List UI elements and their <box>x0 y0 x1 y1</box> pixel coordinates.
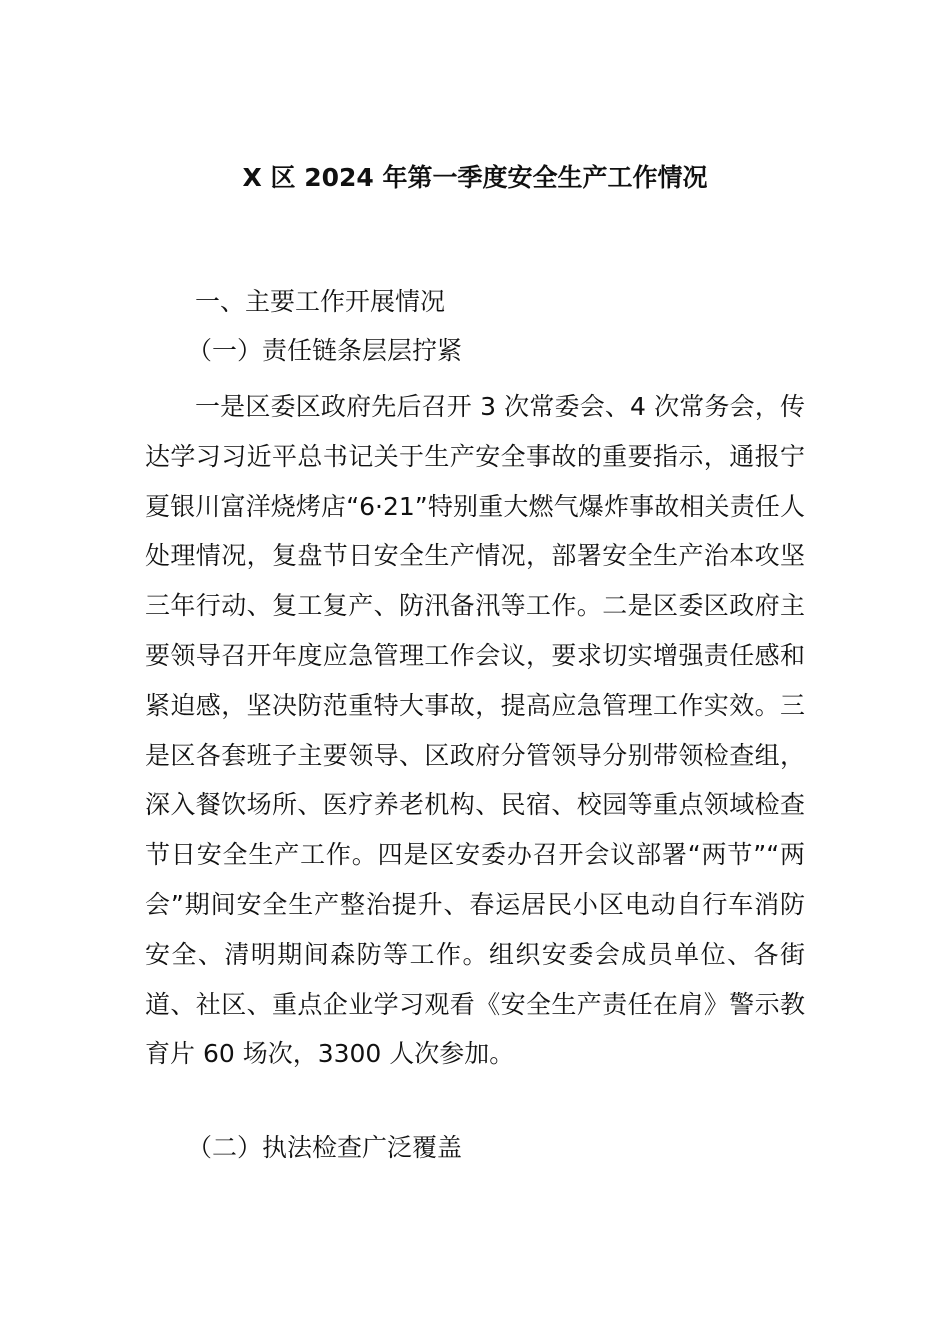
section-heading-main-work: 一、主要工作开展情况 <box>195 287 446 316</box>
document-title: X 区 2024 年第一季度安全生产工作情况 <box>242 163 708 192</box>
body-paragraph: 一是区委区政府先后召开 3 次常委会、4 次常务会，传达学习习近平总书记关于生产安全事故的重要指示，通报宁夏银川富洋烧烤店“6·21”特别重大燃气爆炸事故相关责任人处理情况，复盘节日安全生产情况，部署安全生产治本攻坚三年行动、复工复产、防汛备汛等工作。二是区委区政府主要领导召开年度应急管理工作会议，要求切实增强责任感和紧迫感，坚决防范重特大事故，提高应急管理工作实效。三是区各套班子主要领导、区政府分管领导分别带领检查组，深入餐饮场所、医疗养老机构、民宿、校园等重点领域检查节日安全生产工作。四是区安委办召开会议部署“两节”“两会”期间安全生产整治提升、春运居民小区电动自行车消防安全、清明期间森防等工作。组织安委会成员单位、各街道、社区、重点企业学习观看《安全生产责任在肩》警示教育片 60 场次，3300 人次参加。 <box>145 392 805 1069</box>
subsection-heading-enforcement: （二）执法检查广泛覆盖 <box>187 1133 463 1162</box>
subsection-heading-responsibility: （一）责任链条层层拧紧 <box>187 336 463 365</box>
